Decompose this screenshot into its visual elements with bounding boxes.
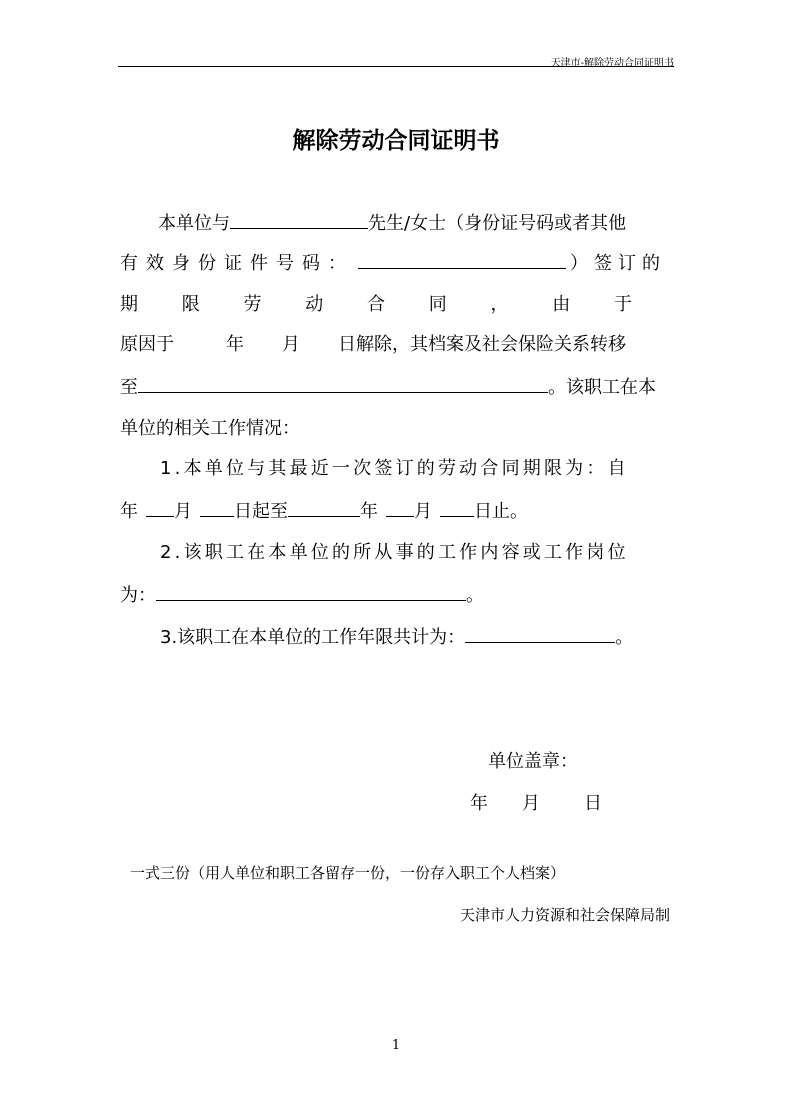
line1-text-b: 先生/女士（身份证号码或者其他 (368, 213, 627, 234)
line4-month: 月 (282, 334, 300, 355)
item1-month-to: 月 (414, 501, 432, 522)
item1-day-from: 日起至 (234, 501, 288, 522)
item-2-line-1: 2.该职工在本单位的所从事的工作内容或工作岗位 (160, 542, 629, 563)
page-number: 1 (391, 1038, 401, 1053)
transfer-destination-blank[interactable] (138, 374, 548, 393)
paragraph-line-3 (120, 292, 632, 318)
month-to-blank[interactable] (386, 498, 414, 517)
signature-day: 日 (584, 793, 602, 814)
line2-char: 证 (224, 253, 242, 274)
header-rule (118, 66, 674, 67)
line3-char: 同 (428, 294, 447, 315)
running-header: 天津市-解除劳动合同证明书 (550, 58, 674, 69)
signature-month: 月 (522, 793, 540, 814)
line4-year: 年 (226, 334, 244, 355)
item-1-line-1: 1.本单位与其最近一次签订的劳动合同期限为：自 (160, 458, 629, 479)
work-years-blank[interactable] (465, 624, 615, 643)
line3-char: 限 (181, 294, 200, 315)
seal-label: 单位盖章： (488, 751, 578, 772)
line5-text-a: 至 (120, 377, 138, 398)
signature-date (470, 791, 602, 817)
signature-year: 年 (470, 793, 488, 814)
name-blank[interactable] (230, 210, 368, 229)
line1-text-a: 本单位与 (158, 213, 230, 234)
line3-char: 劳 (243, 294, 262, 315)
line5-text-b: 。该职工在本 (548, 377, 656, 398)
id-number-blank[interactable] (358, 250, 566, 269)
item3-text: 3.该职工在本单位的工作年限共计为： (160, 627, 466, 648)
line3-char: 期 (120, 294, 138, 315)
item1-year-from: 年 (120, 501, 138, 522)
item-3-line (160, 624, 633, 650)
line3-char: 由 (552, 294, 571, 315)
line3-char: ， (490, 294, 509, 315)
line2-char: 码 (302, 253, 320, 274)
line2-spaced-text (120, 251, 346, 277)
line3-char: 动 (305, 294, 324, 315)
month-from-blank[interactable] (146, 498, 174, 517)
year-to-blank[interactable] (288, 498, 360, 517)
paragraph-line-5 (120, 374, 656, 400)
line2-char: 号 (276, 253, 294, 274)
line2-text-b: ）签订的 (570, 253, 666, 274)
item3-end: 。 (615, 627, 634, 648)
line4-text-a: 原因于 (120, 334, 174, 355)
item-1-line-2 (120, 498, 528, 524)
paragraph-line-2 (120, 250, 666, 276)
line2-char: 效 (146, 253, 164, 274)
day-to-blank[interactable] (440, 498, 474, 517)
item2-text-b: 为： (120, 585, 156, 606)
line3-char: 于 (614, 294, 632, 315)
line4-text-b: 日解除，其档案及社会保险关系转移 (338, 334, 626, 355)
paragraph-line-4 (120, 332, 626, 358)
paragraph-line-1 (158, 210, 626, 236)
item1-month-from: 月 (174, 501, 192, 522)
line2-char: ： (328, 253, 346, 274)
copies-note: 一式三份（用人单位和职工各留存一份，一份存入职工个人档案） (130, 864, 566, 882)
line2-char: 件 (250, 253, 268, 274)
day-from-blank[interactable] (200, 498, 234, 517)
line2-char: 份 (198, 253, 216, 274)
issuer-label: 天津市人力资源和社会保障局制 (459, 906, 670, 924)
line2-char: 身 (172, 253, 190, 274)
document-title: 解除劳动合同证明书 (292, 128, 500, 154)
item1-day-to: 日止。 (474, 501, 528, 522)
line3-char: 合 (367, 294, 385, 315)
job-content-blank[interactable] (156, 582, 466, 601)
paragraph-line-6: 单位的相关工作情况： (120, 418, 300, 439)
item-2-line-2 (120, 582, 484, 608)
item1-year-to: 年 (360, 501, 378, 522)
item2-end: 。 (466, 585, 484, 606)
line2-char: 有 (120, 253, 138, 274)
